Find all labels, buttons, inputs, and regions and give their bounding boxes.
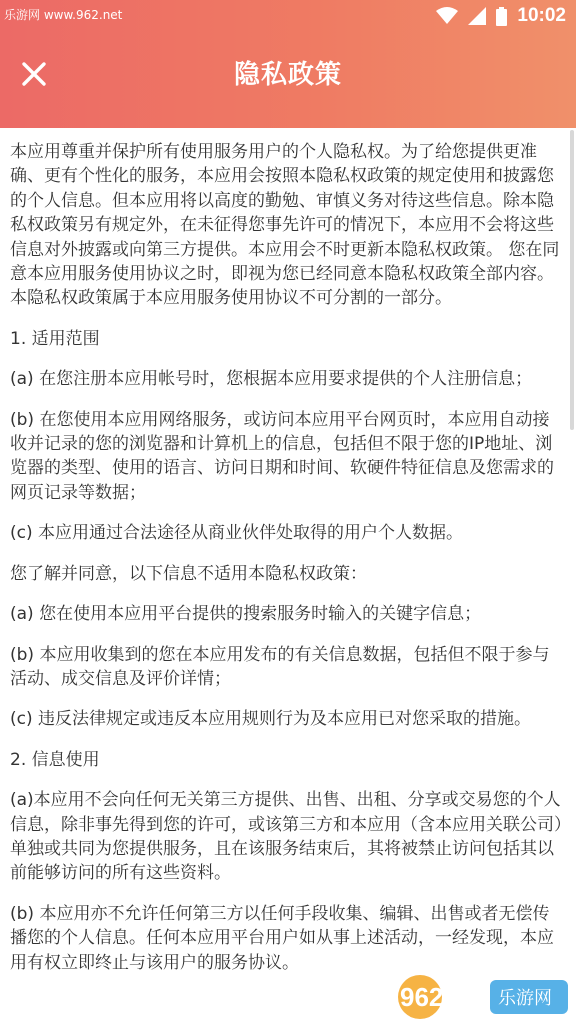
policy-content bbox=[10, 140, 566, 991]
status-time: 10:02 bbox=[517, 5, 566, 26]
watermark-logo bbox=[392, 972, 572, 1022]
policy-paragraph: (c) 本应用通过合法途径从商业伙伴处取得的用户个人数据。 bbox=[10, 523, 464, 544]
app-header bbox=[0, 36, 576, 112]
section-heading: 2. 信息使用 bbox=[10, 749, 100, 770]
signal-icon bbox=[468, 7, 486, 25]
wifi-icon bbox=[436, 7, 458, 25]
battery-icon bbox=[496, 7, 507, 26]
scrollbar[interactable] bbox=[570, 130, 574, 430]
site-watermark: 乐游网 www.962.net bbox=[4, 8, 123, 22]
policy-paragraph: 您了解并同意，以下信息不适用本隐私权政策： bbox=[10, 563, 367, 584]
policy-paragraph: (b) 本应用收集到的您在本应用发布的有关信息数据，包括但不限于参与活动、成交信息及评价详情； bbox=[10, 644, 550, 689]
logo-number: 962 bbox=[400, 982, 444, 1012]
policy-paragraph: (b) 在您使用本应用网络服务，或访问本应用平台网页时，本应用自动接收并记录的您的浏览器和计算机上的信息，包括但不限于您的IP地址、浏览器的类型、使用的语言、访问日期和时间、软硬件特征信息及您需求的网页记录等数据； bbox=[10, 409, 554, 503]
page-title: 隐私政策 bbox=[233, 60, 342, 90]
status-icons bbox=[436, 4, 566, 28]
policy-paragraph: (a) 您在使用本应用平台提供的搜索服务时输入的关键字信息； bbox=[10, 604, 482, 625]
logo-text: 乐游网 bbox=[498, 988, 552, 1009]
policy-paragraph: (c) 违反法律规定或违反本应用规则行为及本应用已对您采取的措施。 bbox=[10, 709, 532, 730]
section-heading: 1. 适用范围 bbox=[10, 328, 100, 349]
intro-paragraph: 本应用尊重并保护所有使用服务用户的个人隐私权。为了给您提供更准确、更有个性化的服务，本应用会按照本隐私权政策的规定使用和披露您的个人信息。但本应用将以高度的勤勉、审慎义务对待这些信息。除本隐私权政策另有规定外，在未征得您事先许可的情况下，本应用不会将这些信息对外披露或向第三方提供。本应用会不时更新本隐私权政策。 您在同意本应用服务使用协议之时，即视为您已经同意本隐私权政策全部内容。本隐私权政策属于本应用服务使用协议不可分割的一部分。 bbox=[10, 142, 560, 309]
policy-paragraph: (a)本应用不会向任何无关第三方提供、出售、出租、分享或交易您的个人信息，除非事先得到您的许可，或该第三方和本应用（含本应用关联公司）单独或共同为您提供服务，且在该服务结束后，其将被禁止访问包括其以前能够访问的所有这些资料。 bbox=[10, 790, 563, 884]
status-bar bbox=[0, 0, 576, 32]
policy-paragraph: (a) 在您注册本应用帐号时，您根据本应用要求提供的个人注册信息； bbox=[10, 369, 533, 390]
policy-paragraph: (b) 本应用亦不允许任何第三方以任何手段收集、编辑、出售或者无偿传播您的个人信息。任何本应用平台用户如从事上述活动，一经发现，本应用有权立即终止与该用户的服务协议。 bbox=[10, 903, 554, 973]
